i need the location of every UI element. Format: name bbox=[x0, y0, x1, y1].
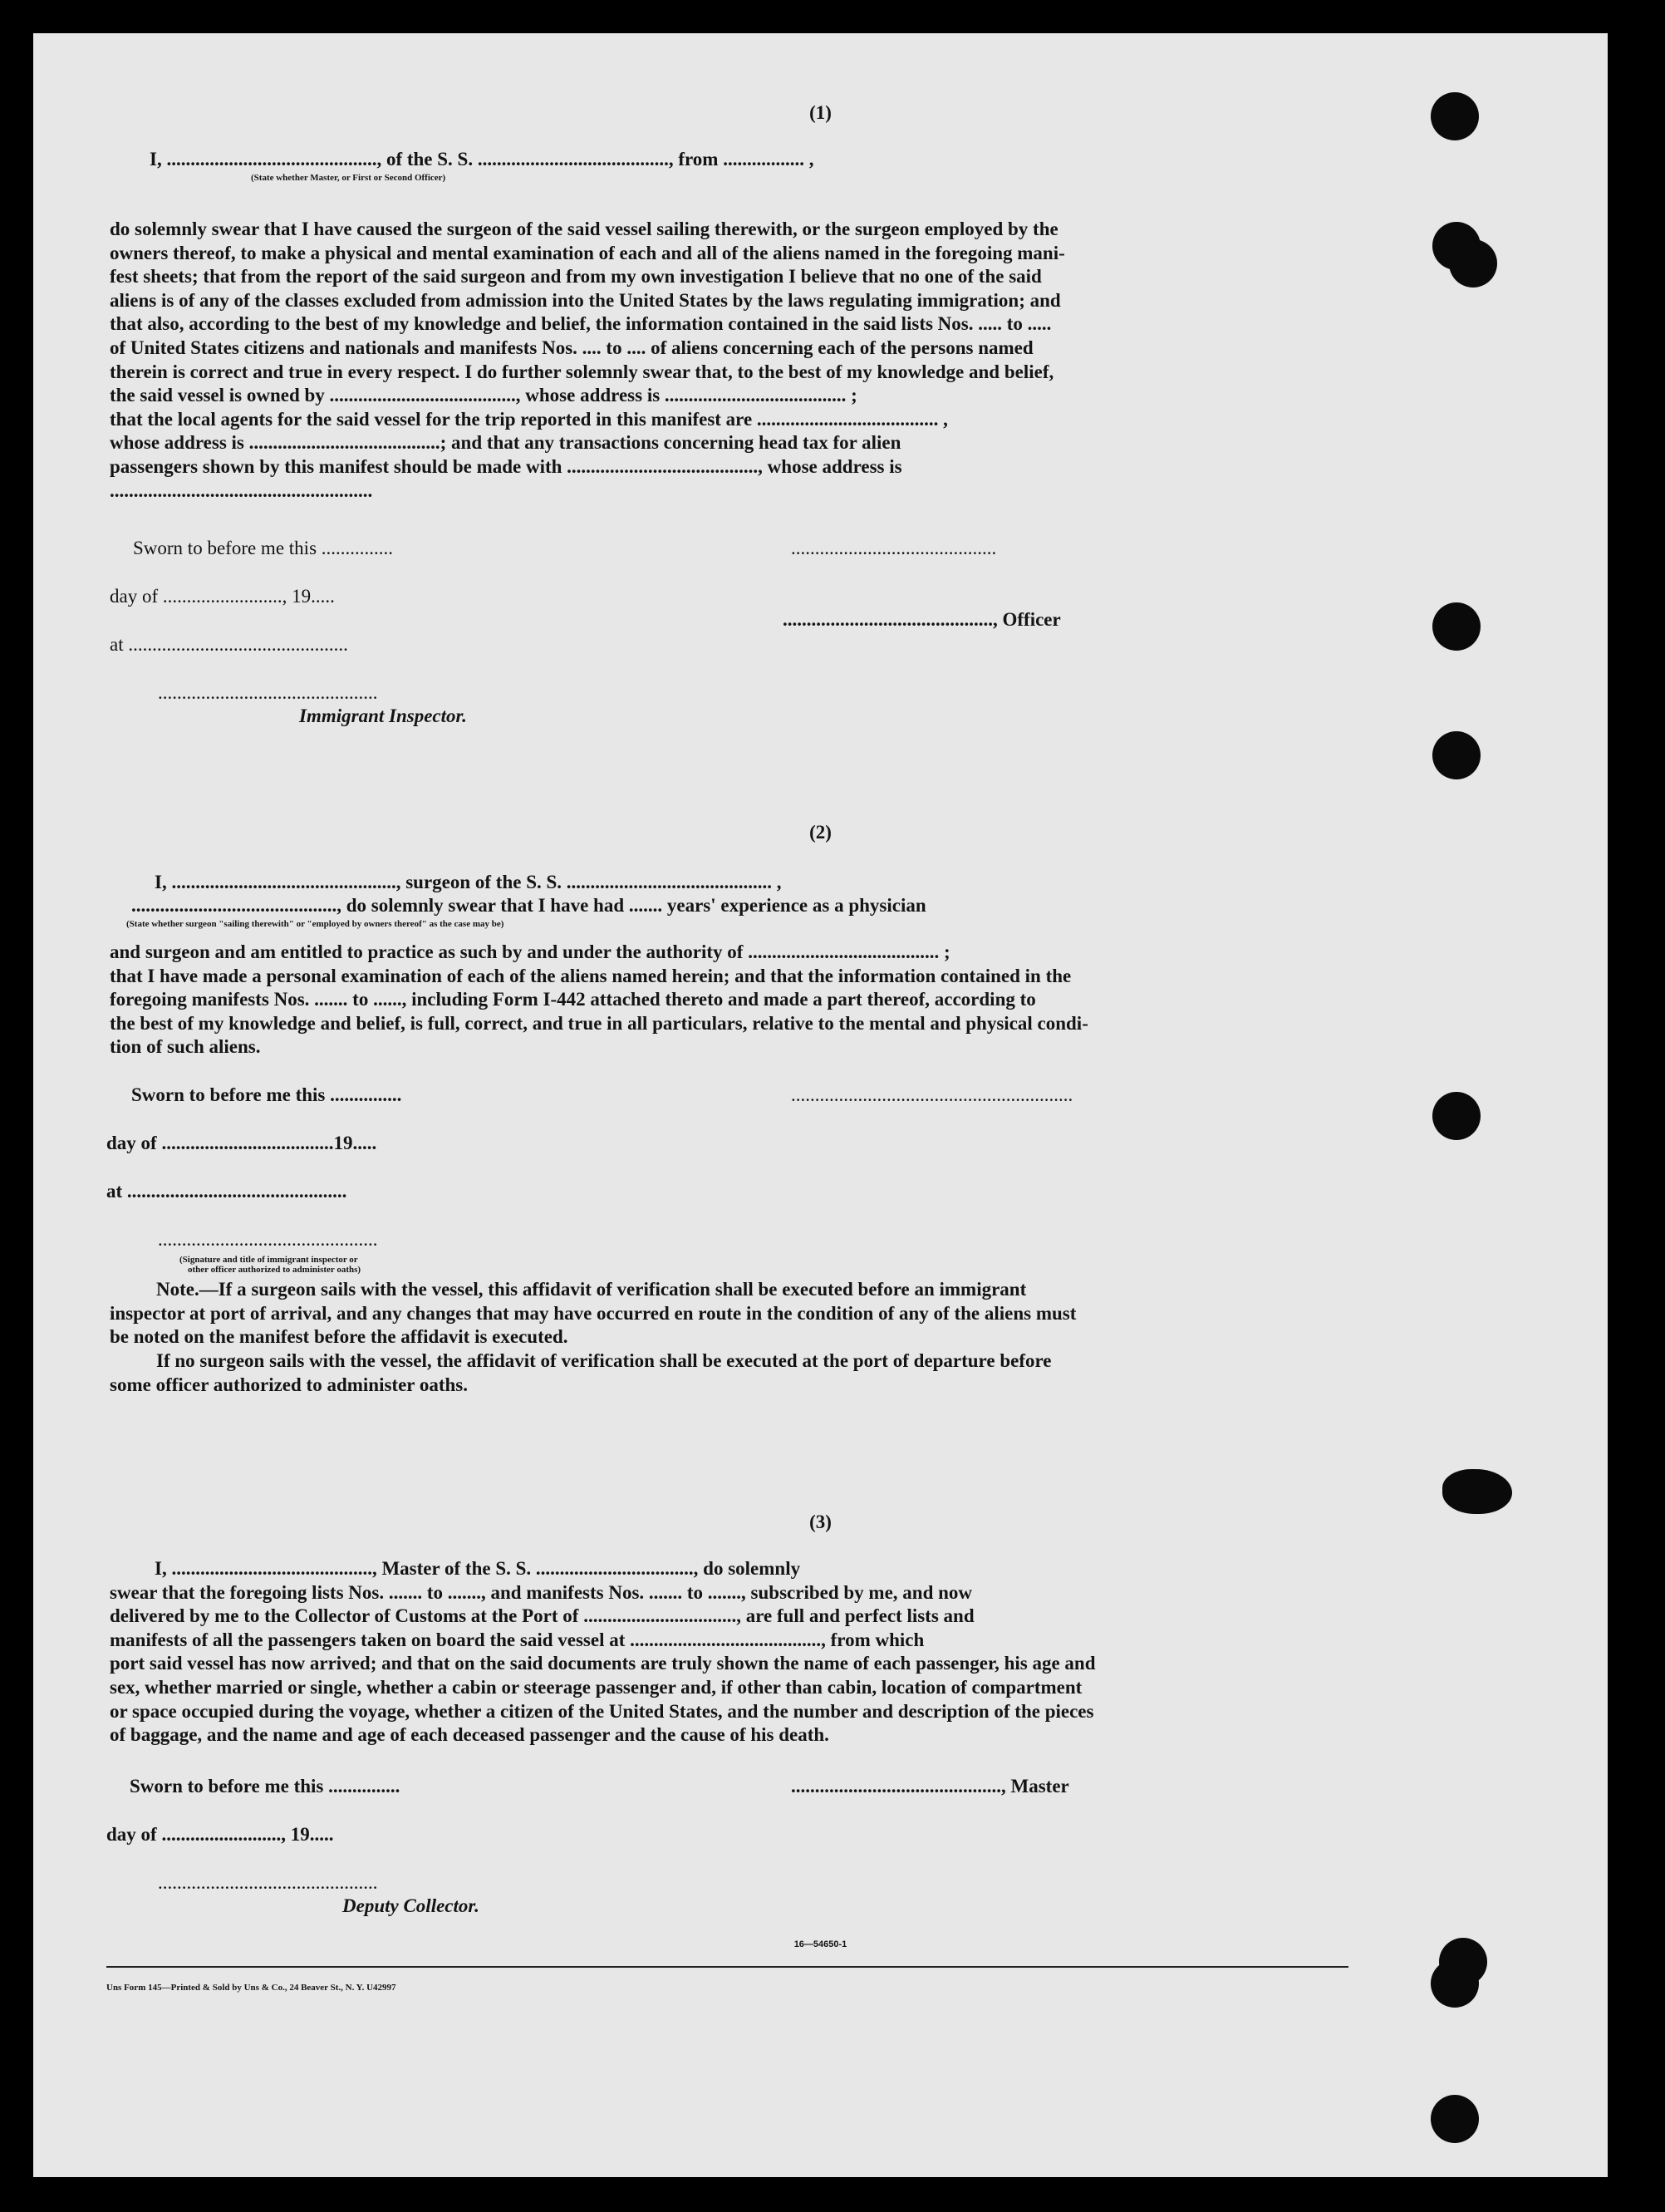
section-2-signature-line: .............................................. bbox=[158, 1229, 378, 1250]
section-2-heading: (2) bbox=[809, 822, 832, 843]
section-1-line-1: I, ............................................, of the S. S. ........................................, from ................. , bbox=[150, 149, 814, 170]
section-2-right-line: ........................................................... bbox=[791, 1084, 1073, 1105]
s3body-line: swear that the foregoing lists Nos. ....... to ......., and manifests Nos. ....... to ......., subscribed by me, and now bbox=[110, 1581, 973, 1603]
s2body-line: foregoing manifests Nos. ....... to ......, including Form I-442 attached thereto and made a part thereof, according to bbox=[110, 989, 1036, 1010]
s1body-line: of United States citizens and nationals and manifests Nos. .... to .... of aliens concerning each of the persons named bbox=[110, 337, 1034, 358]
form-code: 16—54650-1 bbox=[793, 1939, 847, 1949]
punch-hole-8 bbox=[1431, 2095, 1479, 2143]
section-2-sworn: Sworn to before me this ............... bbox=[131, 1084, 402, 1105]
s2note-line: Note.—If a surgeon sails with the vessel, this affidavit of verification shall be executed before an immigrant bbox=[156, 1279, 1027, 1300]
s1body-line: owners thereof, to make a physical and mental examination of each and all of the aliens named in the foregoing mani- bbox=[110, 242, 1065, 263]
punch-hole-3 bbox=[1432, 602, 1481, 651]
section-1-officer-note: (State whether Master, or First or Second Officer) bbox=[251, 173, 446, 183]
punch-hole-6 bbox=[1442, 1469, 1512, 1514]
section-2-at: at .............................................. bbox=[106, 1181, 347, 1202]
punch-hole-7b bbox=[1431, 1959, 1479, 2008]
section-2-line-1: I, ..............................................., surgeon of the S. S. ........................................... , bbox=[155, 872, 782, 892]
section-1-day: day of ........................., 19..... bbox=[110, 586, 335, 607]
s1body-line: ....................................................... bbox=[110, 479, 373, 501]
footer-rule bbox=[106, 1966, 1348, 1968]
section-2-surgeon-note: (State whether surgeon "sailing therewith" or "employed by owners thereof" as the case may be) bbox=[126, 919, 504, 929]
section-3-master-line: ............................................, Master bbox=[791, 1776, 1069, 1797]
section-2-day: day of ....................................19..... bbox=[106, 1133, 377, 1153]
s2note-p2-line: some officer authorized to administer oaths. bbox=[110, 1374, 468, 1395]
section-2-line-2: ..........................................., do solemnly swear that I have had ....... years' experience as a physician bbox=[131, 895, 926, 916]
section-1-inspector-label: Immigrant Inspector. bbox=[299, 705, 467, 726]
s1body-line: the said vessel is owned by ......................................., whose address is ...................................... ; bbox=[110, 385, 857, 406]
section-1-signature-line: .............................................. bbox=[158, 682, 378, 703]
punch-hole-1 bbox=[1431, 92, 1479, 140]
s1body-line: passengers shown by this manifest should be made with ........................................, whose address is bbox=[110, 456, 902, 477]
s2note-p2-line: If no surgeon sails with the vessel, the affidavit of verification shall be executed at the port of departure before bbox=[156, 1350, 1052, 1371]
s1body-line: do solemnly swear that I have caused the surgeon of the said vessel sailing therewith, or the surgeon employed by the bbox=[110, 219, 1058, 239]
s2body-line: and surgeon and am entitled to practice as such by and under the authority of ........................................ ; bbox=[110, 941, 950, 962]
section-2-signature-note-2: other officer authorized to administer oaths) bbox=[188, 1265, 361, 1275]
punch-hole-2b bbox=[1449, 239, 1497, 288]
s2note-line: be noted on the manifest before the affidavit is executed. bbox=[110, 1326, 568, 1348]
s2body-line: that I have made a personal examination of each of the aliens named herein; and that the information contained in the bbox=[110, 965, 1072, 986]
s3body-line: sex, whether married or single, whether a cabin or steerage passenger and, if other than cabin, location of compartment bbox=[110, 1677, 1083, 1698]
section-1-at: at .............................................. bbox=[110, 634, 348, 655]
s1body-line: aliens is of any of the classes excluded from admission into the United States by the laws regulating immigration; and bbox=[110, 289, 1061, 311]
section-3-sworn: Sworn to before me this ............... bbox=[130, 1776, 400, 1797]
s1body-line: therein is correct and true in every respect. I do further solemnly swear that, to the best of my knowledge and belief, bbox=[110, 361, 1054, 382]
s3body-line: delivered by me to the Collector of Customs at the Port of ................................, are full and perfect lists and bbox=[110, 1605, 975, 1627]
s3body-line: port said vessel has now arrived; and that on the said documents are truly shown the name of each passenger, his age and bbox=[110, 1653, 1096, 1674]
s2body-line: the best of my knowledge and belief, is full, correct, and true in all particulars, relative to the mental and physical condi- bbox=[110, 1012, 1088, 1034]
section-1-heading: (1) bbox=[809, 102, 832, 123]
printer-imprint: Uns Form 145—Printed & Sold by Uns & Co., 24 Beaver St., N. Y. U42997 bbox=[106, 1983, 396, 1993]
s1body-line: that the local agents for the said vessel for the trip reported in this manifest are ...................................... , bbox=[110, 408, 948, 430]
s3body-line: of baggage, and the name and age of each deceased passenger and the cause of his death. bbox=[110, 1724, 829, 1746]
s2body-line: tion of such aliens. bbox=[110, 1036, 261, 1058]
section-1-officer-line: ............................................, Officer bbox=[783, 609, 1061, 630]
section-2-signature-note-1: (Signature and title of immigrant inspector or bbox=[179, 1255, 358, 1265]
punch-hole-4 bbox=[1432, 731, 1481, 779]
s3body-line: I, .........................................., Master of the S. S. ................................., do solemnly bbox=[155, 1558, 801, 1579]
s3body-line: manifests of all the passengers taken on board the said vessel at ........................................, from which bbox=[110, 1629, 925, 1650]
s1body-line: fest sheets; that from the report of the said surgeon and from my own investigation I believe that no one of the said bbox=[110, 266, 1042, 288]
section-3-day: day of ........................., 19..... bbox=[106, 1824, 334, 1845]
s3body-line: or space occupied during the voyage, whether a citizen of the United States, and the number and description of the pieces bbox=[110, 1700, 1094, 1722]
section-1-right-line-1: ........................................... bbox=[791, 538, 997, 558]
section-3-collector-label: Deputy Collector. bbox=[342, 1895, 479, 1916]
punch-hole-5 bbox=[1432, 1092, 1481, 1140]
section-3-heading: (3) bbox=[809, 1512, 832, 1532]
s1body-line: that also, according to the best of my knowledge and belief, the information contained in the said lists Nos. ..... to ..... bbox=[110, 313, 1052, 335]
section-3-signature-line: .............................................. bbox=[158, 1872, 378, 1893]
section-1-sworn: Sworn to before me this ............... bbox=[133, 538, 394, 558]
manifest-page bbox=[33, 33, 1608, 2177]
s2note-line: inspector at port of arrival, and any changes that may have occurred en route in the condition of any of the aliens must bbox=[110, 1302, 1077, 1324]
s1body-line: whose address is ........................................; and that any transactions concerning head tax for alien bbox=[110, 432, 901, 454]
